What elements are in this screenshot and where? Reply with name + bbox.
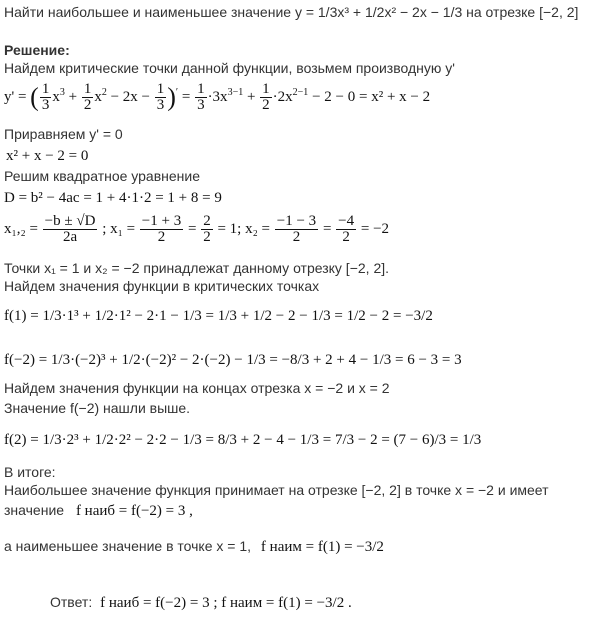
discriminant: D = b² − 4ac = 1 + 4·1·2 = 1 + 8 = 9 [4, 190, 222, 206]
equate-text: Приравняем y' = 0 [4, 126, 123, 142]
values-critical-text: Найдем значения функции в критических точках [4, 278, 320, 294]
answer-label: Ответ: [50, 594, 93, 610]
max-value: f наиб = f(−2) = 3 , [75, 503, 193, 519]
values-ends-text: Найдем значения функции на концах отрезка x = −2 и x = 2 [4, 380, 390, 396]
derivative-lhs: y' = [4, 88, 27, 105]
quadratic-equation: x² + x − 2 = 0 [6, 148, 89, 164]
critical-points-intro: Найдем критические точки данной функции, возьмем производную y' [4, 60, 455, 76]
max-value-label: значение [4, 502, 65, 518]
f2-calculation: f(2) = 1/3·2³ + 1/2·2² − 2·2 − 1/3 = 8/3 + 2 − 4 − 1/3 = 7/3 − 2 = (7 − 6)/3 = 1/3 [4, 432, 482, 448]
solution-heading: Решение: [4, 42, 70, 58]
fm2-calculation: f(−2) = 1/3·(−2)³ + 1/2·(−2)² − 2·(−2) − 1/3 = −8/3 + 2 + 4 − 1/3 = 6 − 3 = 3 [4, 352, 462, 368]
points-belong-text: Точки x₁ = 1 и x₂ = −2 принадлежат данному отрезку [−2, 2]. [4, 260, 390, 276]
answer-value: f наиб = f(−2) = 3 ; f наим = f(1) = −3/2 . [100, 595, 352, 611]
min-value: f наим = f(1) = −3/2 [260, 539, 384, 555]
max-text: Наибольшее значение функция принимает на отрезке [−2, 2] в точке x = −2 и имеет [4, 482, 549, 498]
result-heading: В итоге: [4, 464, 56, 480]
max-value-line [4, 502, 193, 520]
quadratic-text: Решим квадратное уравнение [4, 168, 201, 184]
derivative-mid: = [181, 88, 195, 105]
problem-statement: Найти наибольшее и наименьшее значение y = 1/3x³ + 1/2x² − 2x − 1/3 на отрезке [−2, 2] [4, 4, 579, 20]
fm2-found-text: Значение f(−2) нашли выше. [4, 400, 191, 416]
derivative-tail: − 2 − 0 = x² + x − 2 [312, 88, 431, 105]
f1-calculation: f(1) = 1/3·1³ + 1/2·1² − 2·1 − 1/3 = 1/3 + 1/2 − 2 − 1/3 = 1/2 − 2 = −3/2 [4, 308, 433, 324]
derivative-line: y' = ( $\frac{1}{3}$ $x^3$ + $\frac{1}{2}$ $x^2 - 2x$ − $\frac{1}{3}$ )′ = $\frac{1}{3}$ $\cdot 3x^{3-1}$ + $\frac{1}{2}$ $\cdot 2x^{2-1} - 2 - 0 = x^2 + x - 2$ [4, 81, 431, 113]
roots-line: x₁,₂ = $\frac{-b \pm √D}{2a}$ ; x₁ = $\frac{-1 + 3}{2}$ = $\frac{2}{2}$ = 1; x₂ = $\frac{-1 - 3}{2}$ = $\frac{-4}{2}$ = −2 [4, 213, 390, 245]
min-text: а наименьшее значение в точке x = 1, [4, 538, 252, 554]
answer-line [50, 594, 352, 612]
min-line [4, 538, 384, 556]
